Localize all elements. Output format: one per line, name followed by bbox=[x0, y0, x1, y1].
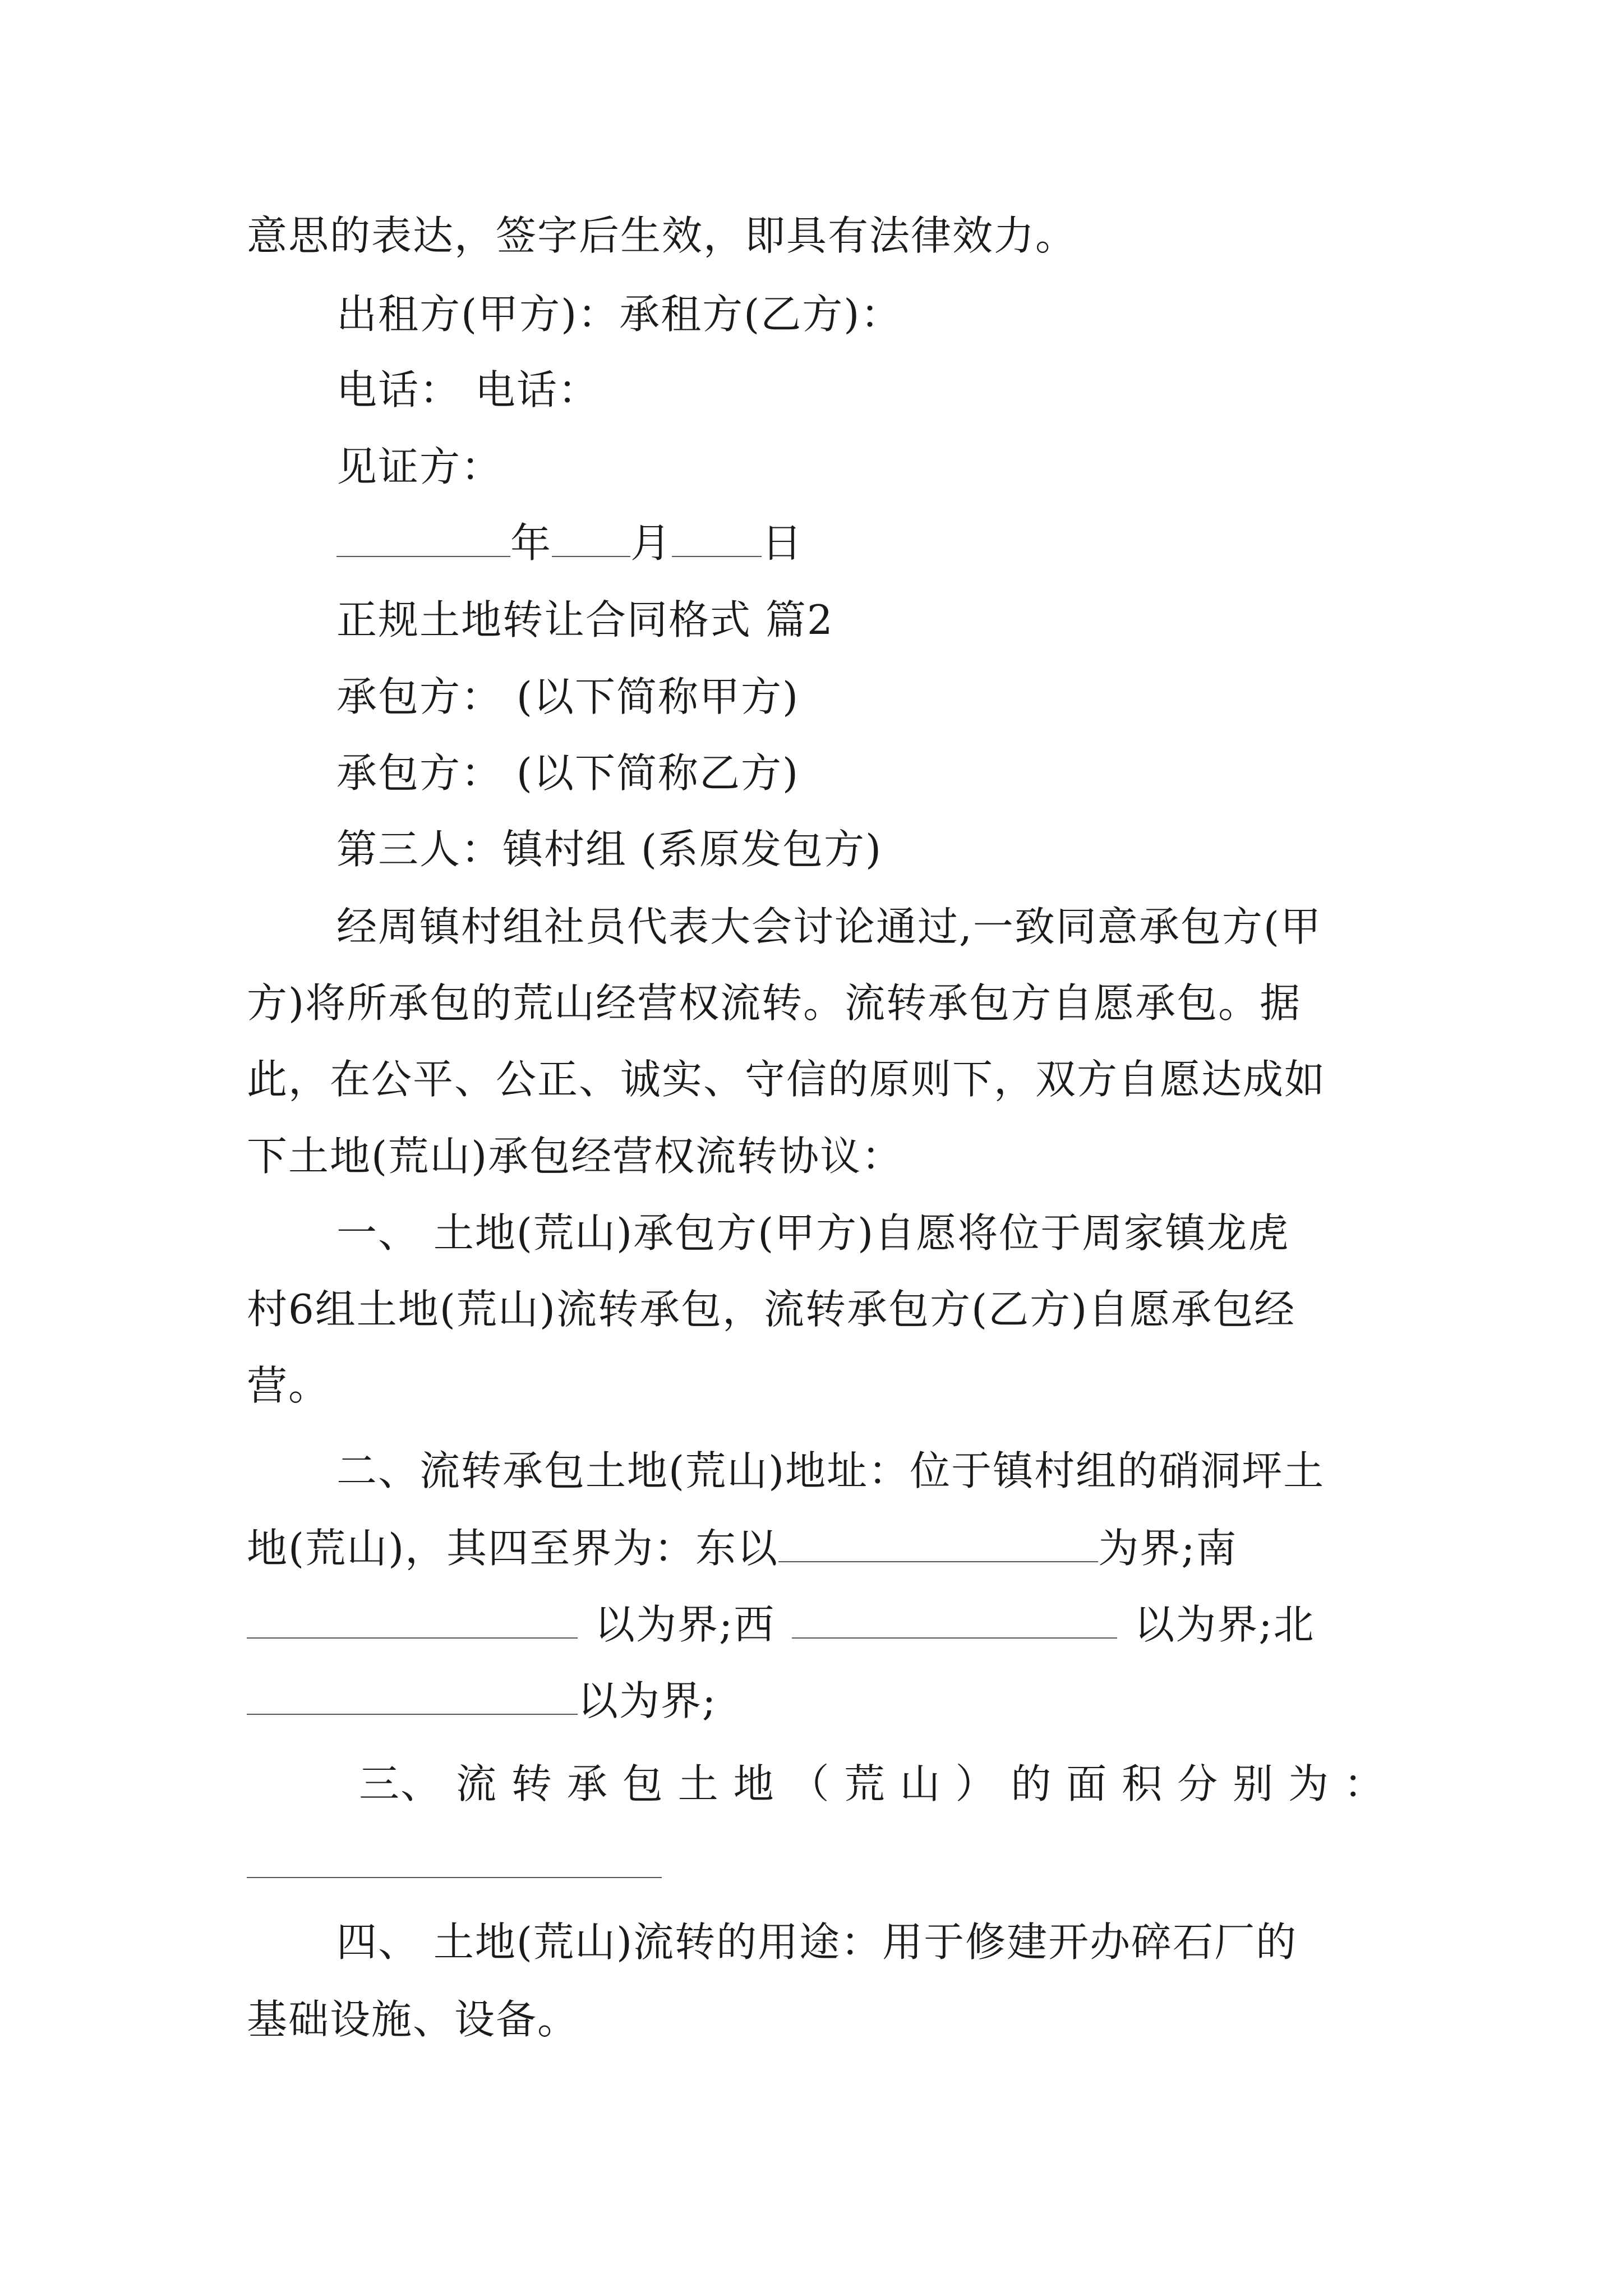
third-party-line: 第三人：镇村组 (系原发包方) bbox=[336, 826, 883, 873]
east-boundary-blank bbox=[778, 1525, 1098, 1562]
clause-2-line-3 bbox=[247, 1596, 1385, 1653]
clause-3-char: 流 bbox=[455, 1760, 497, 1807]
date-line bbox=[336, 515, 1385, 571]
clause-2-text-d: 以为界;北 bbox=[1134, 1601, 1315, 1648]
clause-2-text-e: 以为界; bbox=[578, 1677, 717, 1724]
clause-3-char: 为 bbox=[1288, 1760, 1330, 1807]
clause-1-line-2: 村6组土地(荒山)流转承包，流转承包方(乙方)自愿承包经 bbox=[247, 1286, 1296, 1333]
clause-3-char: 承 bbox=[566, 1760, 608, 1807]
witness-line: 见证方： bbox=[336, 443, 503, 490]
phone-line: 电话： 电话： bbox=[336, 366, 600, 413]
clause-1-line-3: 营。 bbox=[247, 1362, 330, 1409]
clause-3-char: 山 bbox=[900, 1760, 942, 1807]
intro-line-3: 此，在公平、公正、诚实、守信的原则下，双方自愿达成如 bbox=[247, 1056, 1326, 1103]
clause-2-text-a: 地(荒山)，其四至界为：东以 bbox=[247, 1525, 779, 1572]
clause-2-line-1: 二、流转承包土地(荒山)地址：位于镇村组的硝洞坪土 bbox=[336, 1447, 1325, 1494]
month-label: 月 bbox=[630, 519, 672, 567]
day-blank bbox=[672, 520, 762, 557]
clause-3-char: 包 bbox=[622, 1760, 664, 1807]
text-line: 意思的表达，签字后生效，即具有法律效力。 bbox=[247, 212, 1077, 259]
clause-1-line-1: 一、 土地(荒山)承包方(甲方)自愿将位于周家镇龙虎 bbox=[336, 1209, 1290, 1257]
intro-text-1: 经周镇村组社员代表大会讨论通过,一致同意承包方(甲 bbox=[336, 903, 1322, 950]
day-label: 日 bbox=[762, 519, 804, 567]
clause-4-line-1: 四、 土地(荒山)流转的用途：用于修建开办碎石厂的 bbox=[336, 1918, 1298, 1966]
lessor-lessee-line: 出租方(甲方)：承租方(乙方)： bbox=[336, 291, 902, 338]
party-b-line: 承包方： (以下简称乙方) bbox=[336, 749, 800, 797]
clause-2-text-b: 为界;南 bbox=[1098, 1525, 1238, 1572]
clause-3-char: 分 bbox=[1177, 1760, 1219, 1807]
clause-3-char: 土 bbox=[677, 1760, 720, 1807]
clause-3-char: 三、 bbox=[359, 1760, 442, 1807]
clause-3-char: 面 bbox=[1066, 1760, 1108, 1807]
intro-line-2: 方)将所承包的荒山经营权流转。流转承包方自愿承包。据 bbox=[247, 979, 1302, 1027]
intro-line-4: 下土地(荒山)承包经营权流转协议： bbox=[247, 1133, 903, 1180]
clause-3-char: 转 bbox=[511, 1760, 553, 1807]
clause-3-char: ） bbox=[955, 1760, 997, 1807]
clause-3-char: 积 bbox=[1122, 1760, 1164, 1807]
year-label: 年 bbox=[510, 519, 552, 567]
north-boundary-blank bbox=[247, 1678, 578, 1715]
clause-4-line-2: 基础设施、设备。 bbox=[247, 1996, 579, 2043]
clause-2-line-4 bbox=[247, 1673, 1385, 1729]
clause-3-char: （ bbox=[789, 1760, 831, 1807]
clause-3-char: 荒 bbox=[844, 1760, 886, 1807]
clause-3-char: 别 bbox=[1233, 1760, 1275, 1807]
year-blank bbox=[336, 520, 510, 557]
south-boundary-blank bbox=[247, 1602, 578, 1639]
area-blank-rule bbox=[247, 1877, 662, 1878]
clause-3-char: ： bbox=[1343, 1760, 1385, 1807]
clause-3-char: 地 bbox=[733, 1760, 775, 1807]
clause-2-text-c: 以为界;西 bbox=[594, 1601, 776, 1648]
clause-3-line bbox=[359, 1756, 1385, 1812]
west-boundary-blank bbox=[792, 1602, 1117, 1639]
clause-3-char: 的 bbox=[1011, 1760, 1053, 1807]
month-blank bbox=[552, 520, 630, 557]
section-title: 正规土地转让合同格式 篇2 bbox=[336, 596, 834, 643]
party-a-line: 承包方： (以下简称甲方) bbox=[336, 673, 800, 720]
clause-2-line-2 bbox=[247, 1520, 1385, 1576]
intro-line-1 bbox=[336, 899, 1385, 955]
